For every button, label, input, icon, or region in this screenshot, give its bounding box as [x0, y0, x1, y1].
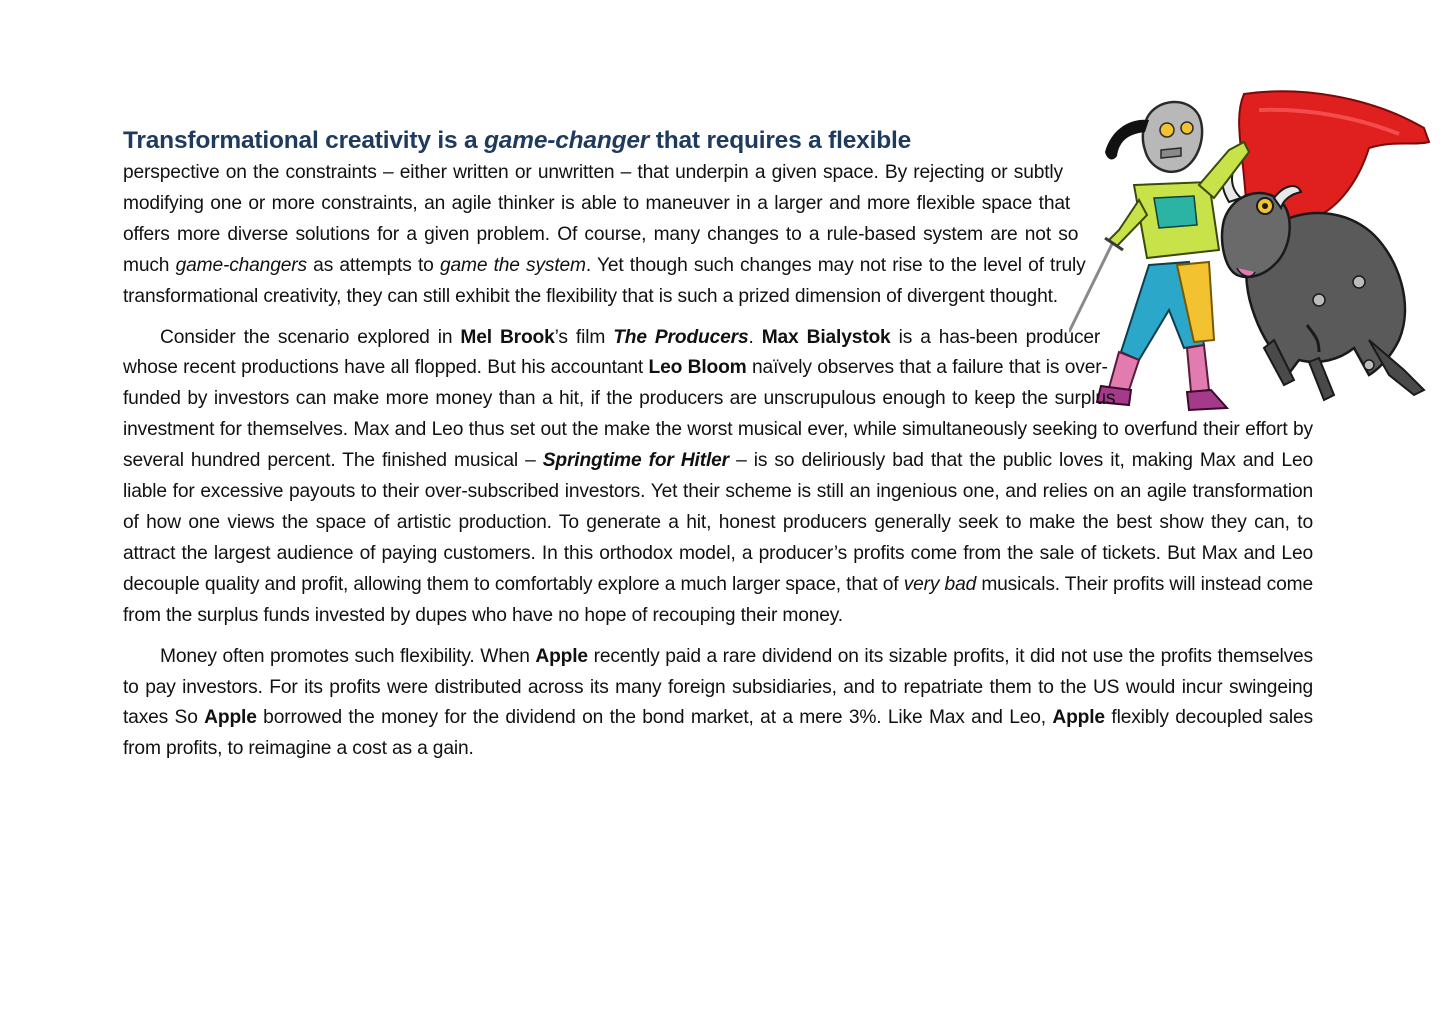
paragraph-1: perspective on the constraints – either written or unwritten – that underpin a given space. By rejecting or subtly modifying one or more constraints, an agile thinker is able to maneuver in a larger and more flexible space that offers more diverse solutions for a given problem. Of course, many changes to a rule-based system are not so much game-changers as attempts to game the system. Yet though such changes may not rise to the level of truly transformational creativity, they can still exhibit the flexibility that is such a prized dimension of divergent thought. [123, 162, 1086, 307]
robot-matador-bull-icon [1069, 90, 1440, 435]
matador-illustration [1069, 90, 1440, 395]
paragraph-3: Money often promotes such flexibility. When Apple recently paid a rare dividend on its sizable profits, it did not use the profits themselves to pay investors. For its profits were distributed across its many foreign subsidiaries, and to repatriate them to the US would incur swingeing taxes So Apple borrowed the money for the dividend on the bond market, at a mere 3%. Like Max and Leo, Apple flexibly decoupled sales from profits, to reimagine a cost as a gain. [123, 645, 1313, 760]
paragraph-2: Consider the scenario explored in Mel Brook’s film The Producers. Max Bialystok is a has-been producer whose recent productions have all flopped. But his accountant Leo Bloom naïvely observes that a failure that is over-funded by investors can make more money than a hit, if the producers are unscrupulous enough to keep the surplus investment for themselves. Max and Leo thus set out the make the worst musical ever, while simultaneously seeking to overfund their effort by several hundred percent. The finished musical – Springtime for Hitler – is so deliriously bad that the public loves it, making Max and Leo liable for excessive payouts to their over-subscribed investors. Yet their scheme is still an ingenious one, and relies on an agile transformation of how one views the space of artistic production. To generate a hit, honest producers generally seek to make the best show they can, to attract the largest audience of paying customers. In this orthodox model, a producer’s profits come from the sale of tickets. But Max and Leo decouple quality and profit, allowing them to comfortably explore a much larger space, that of very bad musicals. Their profits will instead come from the surplus funds invested by dupes who have no hope of recouping their money. [123, 326, 1313, 626]
section-heading: Transformational creativity is a game-changer that requires a flexible [123, 127, 911, 154]
document-page [123, 124, 1313, 765]
